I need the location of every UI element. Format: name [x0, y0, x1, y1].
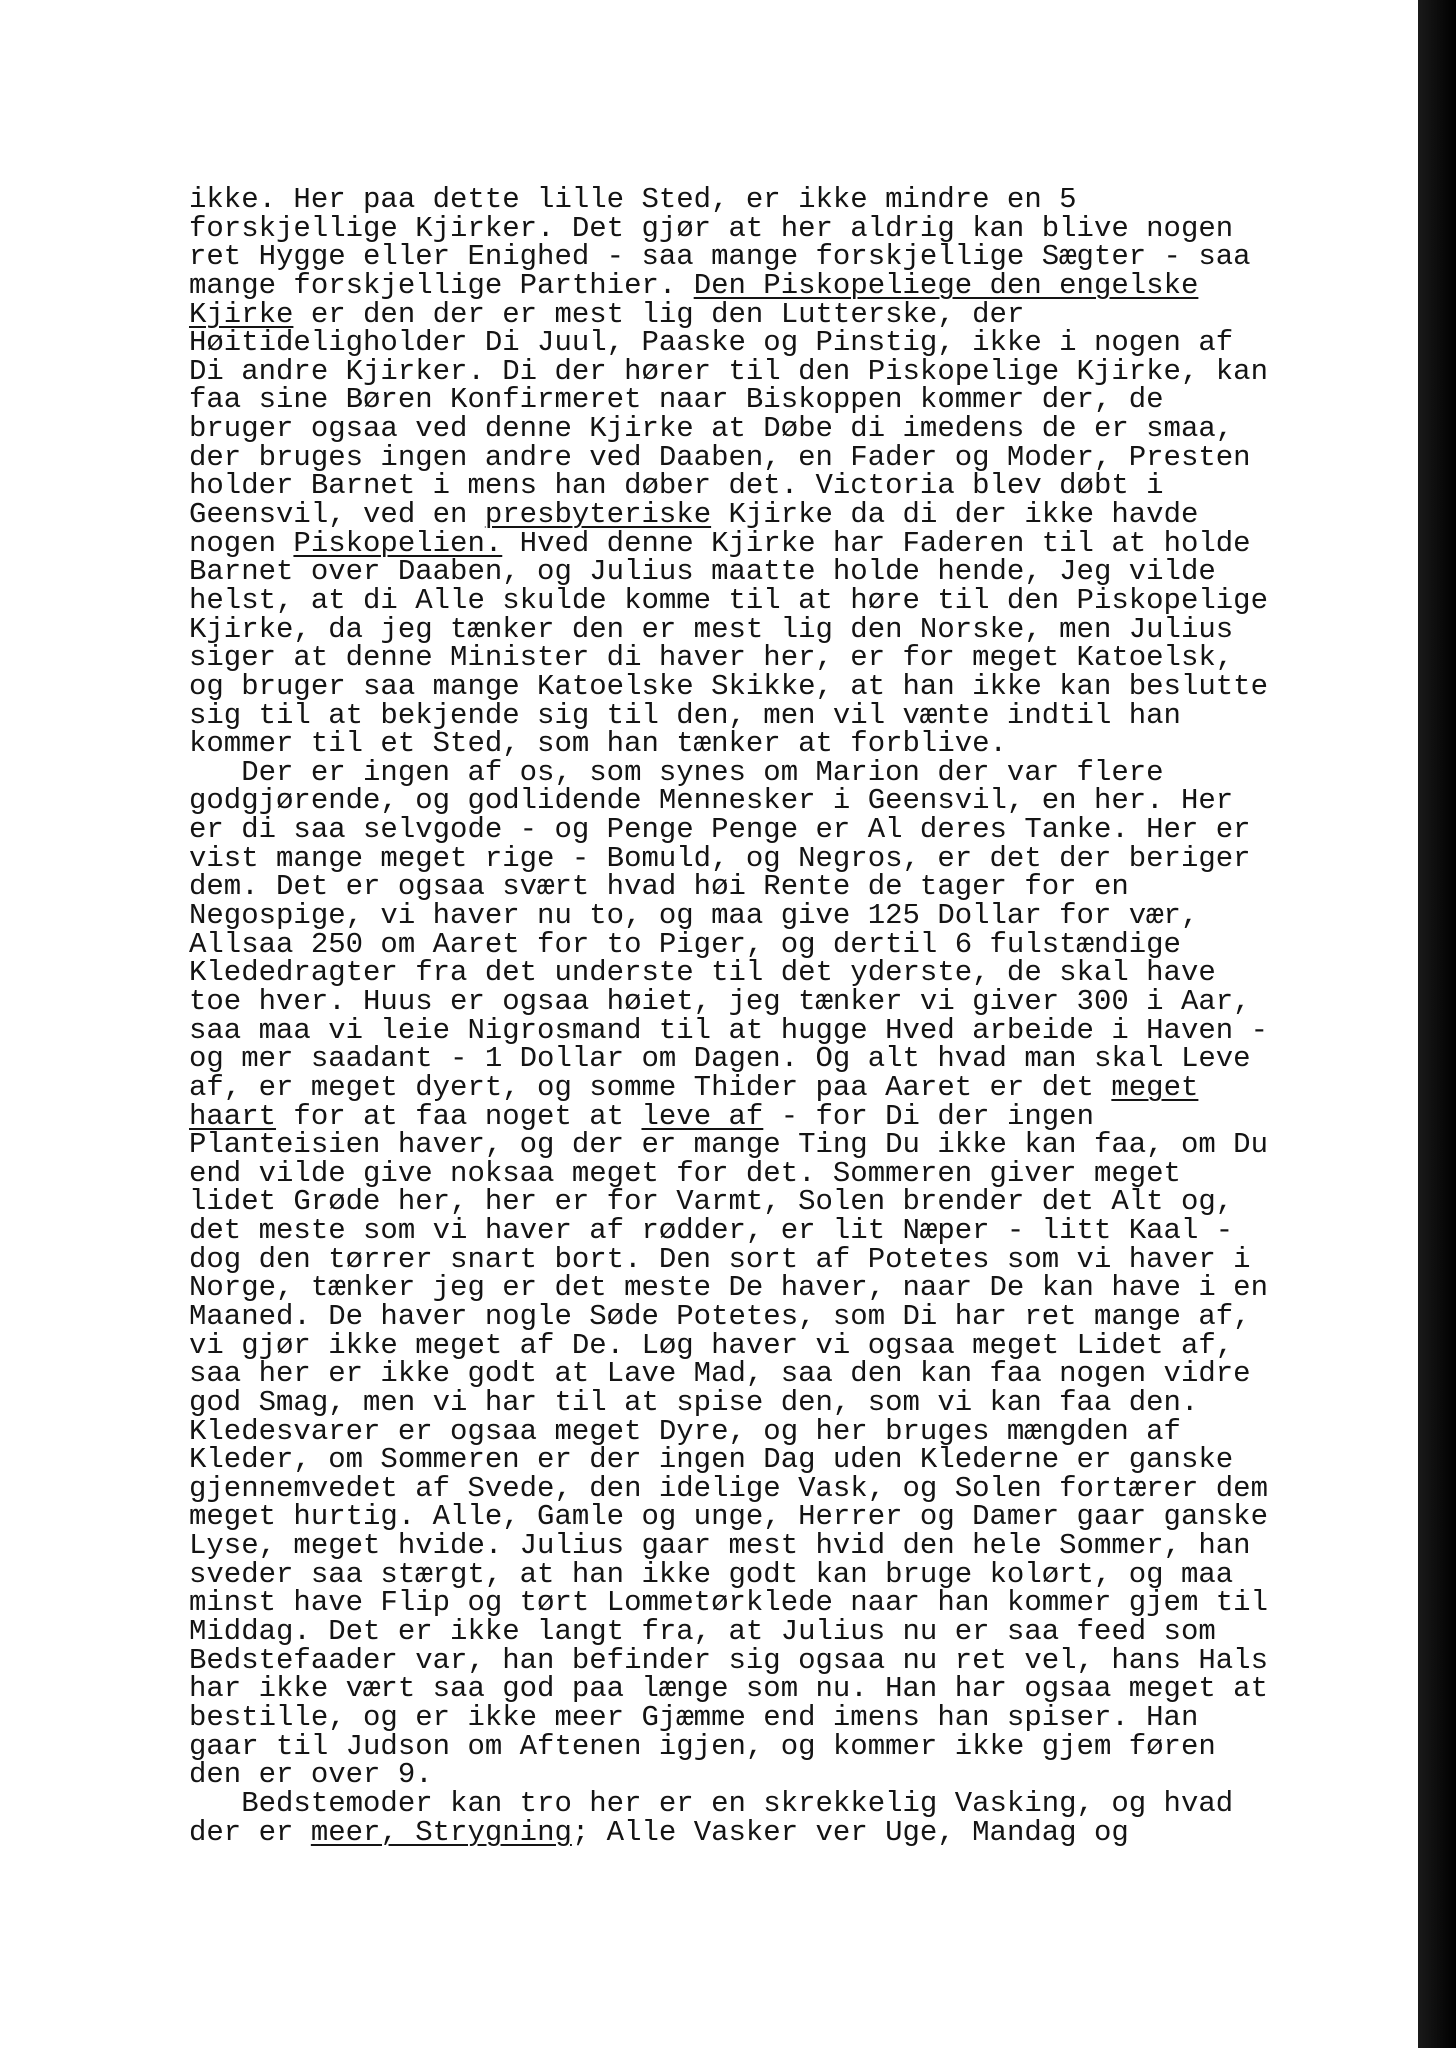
- underlined-phrase: presbyteriske: [484, 498, 712, 532]
- text-line: [189, 1500, 1329, 1534]
- text-line: [189, 1758, 1329, 1792]
- text-line: [189, 383, 1329, 417]
- text-line: [189, 268, 1329, 302]
- text-line: [189, 870, 1329, 904]
- text-line: [189, 841, 1329, 875]
- text-segment: dog den tørrer snart bort. Den sort af Potetes som vi haver i: [189, 1242, 1251, 1276]
- text-segment: forskjellige Kjirker. Det gjør at her aldrig kan blive nogen: [189, 211, 1234, 245]
- underlined-phrase: Kjirke: [189, 297, 294, 331]
- text-line: [189, 297, 1329, 331]
- text-segment: og mer saadant - 1 Dollar om Dagen. Og alt hvad man skal Leve: [189, 1042, 1251, 1076]
- text-line: [189, 984, 1329, 1018]
- text-line: [189, 211, 1329, 245]
- text-segment: Klededragter fra det underste til det yderste, de skal have: [189, 956, 1216, 990]
- text-segment: minst have Flip og tørt Lommetørklede naar han kommer gjem til: [189, 1586, 1268, 1620]
- text-segment: Middag. Det er ikke langt fra, at Julius nu er saa feed som: [189, 1615, 1216, 1649]
- text-segment: holder Barnet i mens han døber det. Victoria blev døbt i: [189, 469, 1164, 503]
- text-segment: vist mange meget rige - Bomuld, og Negros, er det der beriger: [189, 841, 1251, 875]
- letter-transcription: [189, 183, 1329, 1849]
- text-segment: saa maa vi leie Nigrosmand til at hugge Hved arbeide i Haven -: [189, 1013, 1268, 1047]
- text-segment: gaar til Judson om Aftenen igjen, og kommer ikke gjem føren: [189, 1729, 1216, 1763]
- text-line: [189, 698, 1329, 732]
- text-segment: ; Alle Vasker ver Uge, Mandag og: [571, 1815, 1129, 1849]
- text-segment: for at faa noget at: [276, 1099, 642, 1133]
- text-line: [189, 583, 1329, 617]
- text-line: [189, 1156, 1329, 1190]
- text-segment: det meste som vi haver af rødder, er lit Næper - litt Kaal -: [189, 1214, 1234, 1248]
- text-line: [189, 1328, 1329, 1362]
- text-line: [189, 1586, 1329, 1620]
- text-segment: Bedstefaader var, han befinder sig ogsaa nu ret vel, hans Hals: [189, 1643, 1268, 1677]
- text-line: [189, 927, 1329, 961]
- text-segment: Kledesvarer er ogsaa meget Dyre, og her bruges mængden af: [189, 1414, 1181, 1448]
- text-segment: er den der er mest lig den Lutterske, der: [293, 297, 1025, 331]
- underlined-phrase: leve af: [641, 1099, 764, 1133]
- text-segment: nogen: [189, 526, 294, 560]
- text-segment: der bruges ingen andre ved Daaben, en Fader og Moder, Presten: [189, 440, 1251, 474]
- text-line: [189, 813, 1329, 847]
- text-line: [189, 612, 1329, 646]
- text-line: [189, 1471, 1329, 1505]
- text-line: [189, 326, 1329, 360]
- text-segment: og bruger saa mange Katoelske Skikke, at han ikke kan beslutte: [189, 669, 1268, 703]
- text-segment: Høitideligholder Di Juul, Paaske og Pinstig, ikke i nogen af: [189, 326, 1234, 360]
- text-segment: dem. Det er ogsaa svært hvad høi Rente de tager for en: [189, 870, 1129, 904]
- text-segment: den er over 9.: [189, 1758, 433, 1792]
- text-segment: godgjørende, og godlidende Mennesker i Geensvil, en her. Her: [189, 784, 1234, 818]
- underlined-phrase: Den Piskopeliege den engelske: [693, 268, 1199, 302]
- text-segment: gjennemvedet af Svede, den idelige Vask, og Solen fortærer dem: [189, 1471, 1268, 1505]
- text-segment: Norge, tænker jeg er det meste De haver, naar De kan have i en: [189, 1271, 1268, 1305]
- text-segment: mange forskjellige Parthier.: [189, 268, 694, 302]
- text-segment: saa her er ikke godt at Lave Mad, saa den kan faa nogen vidre: [189, 1357, 1251, 1391]
- text-segment: Geensvil, ved en: [189, 498, 485, 532]
- underlined-phrase: meget: [1111, 1070, 1199, 1104]
- text-line: [189, 1185, 1329, 1219]
- text-segment: Kjirke, da jeg tænker den er mest lig den Norske, men Julius: [189, 612, 1234, 646]
- text-line: [189, 1299, 1329, 1333]
- text-line: [189, 1271, 1329, 1305]
- text-line: [189, 1672, 1329, 1706]
- text-segment: Kleder, om Sommeren er der ingen Dag uden Klederne er ganske: [189, 1443, 1234, 1477]
- text-line: [189, 526, 1329, 560]
- text-segment: god Smag, men vi har til at spise den, som vi kan faa den.: [189, 1385, 1199, 1419]
- text-line: [189, 1013, 1329, 1047]
- text-line: [189, 1214, 1329, 1248]
- text-segment: der er: [189, 1815, 311, 1849]
- text-line: [189, 469, 1329, 503]
- text-line: [189, 899, 1329, 933]
- text-segment: end vilde give noksaa meget for det. Sommeren giver meget: [189, 1156, 1181, 1190]
- text-line: [189, 1385, 1329, 1419]
- text-line: [189, 498, 1329, 532]
- text-segment: har ikke vært saa god paa længe som nu. Han har ogsaa meget at: [189, 1672, 1268, 1706]
- text-segment: er di saa selvgode - og Penge Penge er Al deres Tanke. Her er: [189, 813, 1251, 847]
- text-line: [189, 727, 1329, 761]
- text-segment: - for Di der ingen: [763, 1099, 1094, 1133]
- text-line: [189, 1615, 1329, 1649]
- text-line: [189, 1786, 1329, 1820]
- text-segment: Planteisien haver, og der er mange Ting Du ikke kan faa, om Du: [189, 1128, 1268, 1162]
- text-segment: siger at denne Minister di haver her, er for meget Katoelsk,: [189, 641, 1234, 675]
- text-line: [189, 354, 1329, 388]
- text-line: [189, 1357, 1329, 1391]
- scan-border: [1418, 0, 1456, 2048]
- text-line: [189, 1529, 1329, 1563]
- text-segment: faa sine Børen Konfirmeret naar Biskoppen kommer der, de: [189, 383, 1164, 417]
- text-segment: sig til at bekjende sig til den, men vil vænte indtil han: [189, 698, 1181, 732]
- text-line: [189, 1700, 1329, 1734]
- text-segment: helst, at di Alle skulde komme til at høre til den Piskopelige: [189, 583, 1268, 617]
- text-line: [189, 1557, 1329, 1591]
- text-line: [189, 1128, 1329, 1162]
- text-line: [189, 755, 1329, 789]
- text-segment: Allsaa 250 om Aaret for to Piger, og dertil 6 fulstændige: [189, 927, 1181, 961]
- text-line: [189, 641, 1329, 675]
- text-line: [189, 240, 1329, 274]
- text-segment: Maaned. De haver nogle Søde Potetes, som Di har ret mange af,: [189, 1299, 1251, 1333]
- text-segment: bruger ogsaa ved denne Kjirke at Døbe di imedens de er smaa,: [189, 412, 1234, 446]
- text-line: [189, 1070, 1329, 1104]
- underlined-phrase: Piskopelien.: [293, 526, 503, 560]
- text-line: [189, 784, 1329, 818]
- text-segment: ret Hygge eller Enighed - saa mange forskjellige Sægter - saa: [189, 240, 1251, 274]
- text-segment: ikke. Her paa dette lille Sted, er ikke mindre en 5: [189, 183, 1077, 216]
- text-segment: Bedstemoder kan tro her er en skrekkelig Vasking, og hvad: [189, 1786, 1234, 1820]
- text-line: [189, 669, 1329, 703]
- text-line: [189, 1643, 1329, 1677]
- text-segment: lidet Grøde her, her er for Varmt, Solen brender det Alt og,: [189, 1185, 1234, 1219]
- text-line: [189, 1815, 1329, 1849]
- text-line: [189, 440, 1329, 474]
- text-segment: af, er meget dyert, og somme Thider paa Aaret er det: [189, 1070, 1112, 1104]
- underlined-phrase: meer, Strygning: [310, 1815, 572, 1849]
- text-line: [189, 956, 1329, 990]
- text-segment: Der er ingen af os, som synes om Marion der var flere: [189, 755, 1164, 789]
- text-segment: toe hver. Huus er ogsaa høiet, jeg tænker vi giver 300 i Aar,: [189, 984, 1251, 1018]
- text-line: [189, 1042, 1329, 1076]
- text-segment: Barnet over Daaben, og Julius maatte holde hende, Jeg vilde: [189, 555, 1216, 589]
- text-segment: Di andre Kjirker. Di der hører til den Piskopelige Kjirke, kan: [189, 354, 1268, 388]
- text-line: [189, 555, 1329, 589]
- text-segment: Lyse, meget hvide. Julius gaar mest hvid den hele Sommer, han: [189, 1529, 1251, 1563]
- text-line: [189, 1099, 1329, 1133]
- text-line: [189, 1443, 1329, 1477]
- text-segment: sveder saa stærgt, at han ikke godt kan bruge kolørt, og maa: [189, 1557, 1234, 1591]
- text-line: [189, 183, 1329, 216]
- text-segment: Hved denne Kjirke har Faderen til at holde: [502, 526, 1251, 560]
- text-segment: bestille, og er ikke meer Gjæmme end imens han spiser. Han: [189, 1700, 1199, 1734]
- text-segment: Negospige, vi haver nu to, og maa give 125 Dollar for vær,: [189, 899, 1199, 933]
- text-segment: meget hurtig. Alle, Gamle og unge, Herrer og Damer gaar ganske: [189, 1500, 1268, 1534]
- text-segment: kommer til et Sted, som han tænker at forblive.: [189, 727, 1007, 761]
- text-segment: vi gjør ikke meget af De. Løg haver vi ogsaa meget Lidet af,: [189, 1328, 1234, 1362]
- underlined-phrase: haart: [189, 1099, 277, 1133]
- text-line: [189, 412, 1329, 446]
- text-segment: Kjirke da di der ikke havde: [711, 498, 1199, 532]
- text-line: [189, 1729, 1329, 1763]
- text-line: [189, 1242, 1329, 1276]
- text-line: [189, 1414, 1329, 1448]
